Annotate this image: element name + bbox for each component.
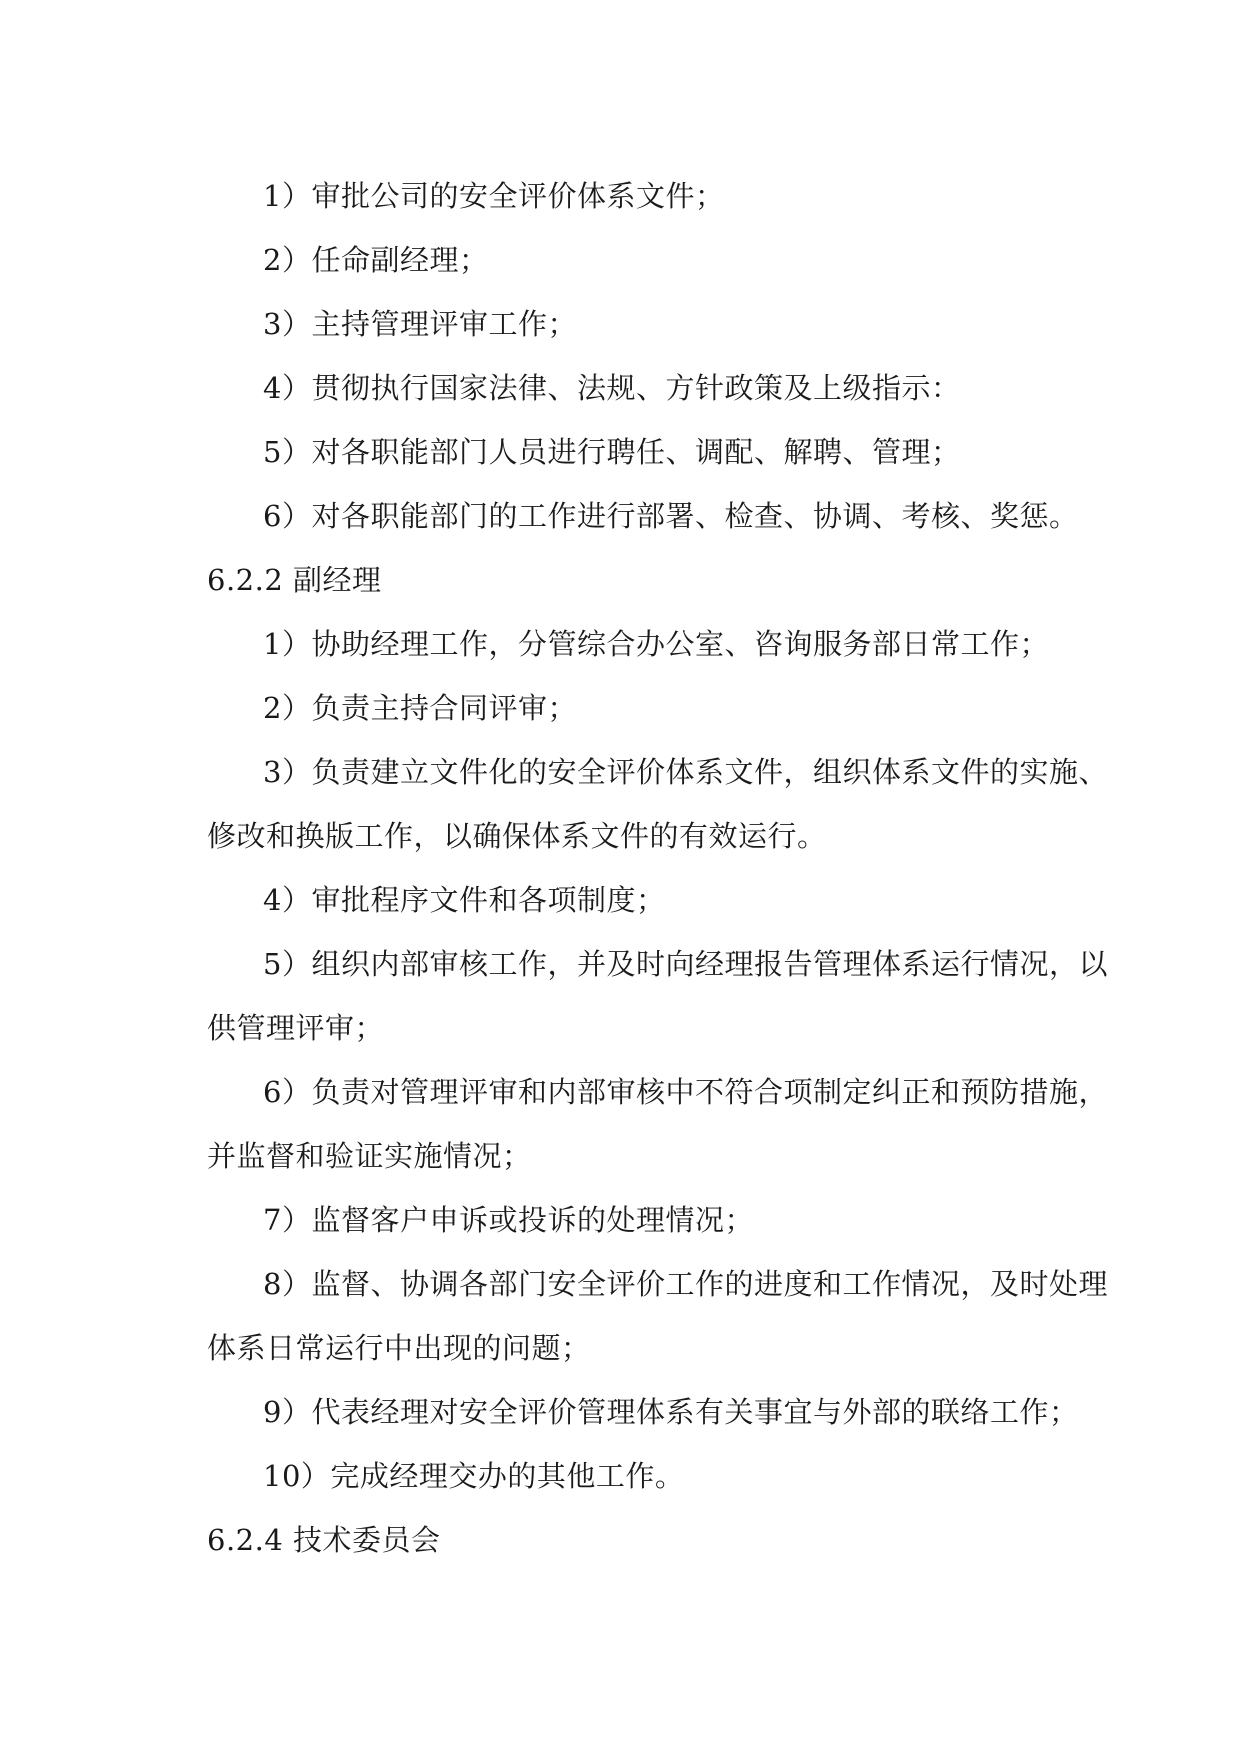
list-item: 1）审批公司的安全评价体系文件；: [263, 179, 725, 213]
section-heading: 6.2.2 副经理: [207, 563, 382, 597]
list-item: 6）对各职能部门的工作进行部署、检查、协调、考核、奖惩。: [263, 499, 1079, 533]
list-item: 5）对各职能部门人员进行聘任、调配、解聘、管理；: [263, 435, 961, 469]
list-item: 2）负责主持合同评审；: [263, 691, 577, 725]
list-item: 3）负责建立文件化的安全评价体系文件，组织体系文件的实施、: [263, 755, 1108, 789]
list-item-continuation: 体系日常运行中出现的问题；: [207, 1331, 591, 1365]
list-item-continuation: 供管理评审；: [207, 1011, 385, 1045]
list-item: 4）贯彻执行国家法律、法规、方针政策及上级指示：: [263, 371, 961, 405]
list-item: 6）负责对管理评审和内部审核中不符合项制定纠正和预防措施，: [263, 1075, 1108, 1109]
list-item: 5）组织内部审核工作，并及时向经理报告管理体系运行情况，以: [263, 947, 1108, 981]
list-item: 1）协助经理工作，分管综合办公室、咨询服务部日常工作；: [263, 627, 1049, 661]
list-item: 9）代表经理对安全评价管理体系有关事宜与外部的联络工作；: [263, 1395, 1079, 1429]
list-item: 7）监督客户申诉或投诉的处理情况；: [263, 1203, 754, 1237]
list-item: 8）监督、协调各部门安全评价工作的进度和工作情况，及时处理: [263, 1267, 1108, 1301]
list-item: 3）主持管理评审工作；: [263, 307, 577, 341]
section-heading: 6.2.4 技术委员会: [207, 1523, 441, 1557]
list-item: 10）完成经理交办的其他工作。: [263, 1459, 685, 1493]
list-item: 2）任命副经理；: [263, 243, 489, 277]
list-item: 4）审批程序文件和各项制度；: [263, 883, 666, 917]
list-item-continuation: 并监督和验证实施情况；: [207, 1139, 532, 1173]
list-item-continuation: 修改和换版工作，以确保体系文件的有效运行。: [207, 819, 827, 853]
